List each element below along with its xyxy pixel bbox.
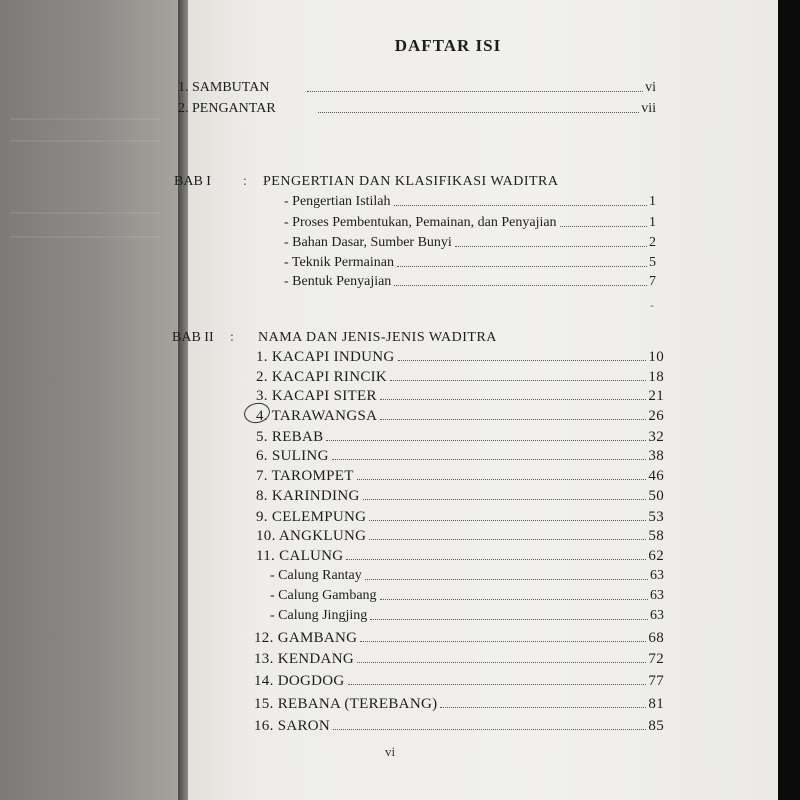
toc-entry (256, 349, 664, 365)
leader-dots (365, 579, 648, 580)
toc-entry-label: - Proses Pembentukan, Pemainan, dan Penyajian (284, 215, 557, 230)
toc-entry (284, 255, 656, 271)
toc-entry-page: 85 (648, 718, 664, 734)
toc-entry-label: - Bentuk Penyajian (284, 274, 392, 289)
toc-entry-page: 1 (649, 194, 656, 209)
toc-entry (256, 369, 664, 385)
toc-entry-page: 46 (648, 468, 664, 484)
toc-entry (256, 448, 664, 464)
toc-entry (256, 488, 664, 504)
leader-dots (369, 539, 646, 540)
toc-entry-page: 5 (649, 255, 656, 270)
show-through-line (10, 140, 160, 142)
toc-entry-label: 12. GAMBANG (254, 630, 358, 646)
toc-entry-label: 7. TAROMPET (256, 468, 354, 484)
toc-entry (256, 408, 664, 424)
toc-entry-sambutan (178, 80, 656, 96)
leader-dots (307, 91, 643, 92)
leader-dots (380, 419, 646, 420)
toc-entry-page: 53 (648, 509, 664, 525)
toc-entry-label: 15. REBANA (TEREBANG) (254, 696, 438, 712)
toc-entry-pengantar (178, 101, 656, 117)
leader-dots (397, 266, 647, 267)
toc-entry-page: 38 (648, 448, 664, 464)
toc-entry (284, 215, 656, 231)
toc-entry (254, 651, 664, 667)
toc-entry-page: 1 (649, 215, 656, 230)
toc-entry-label: 1. KACAPI INDUNG (256, 349, 395, 365)
toc-entry-label: 10. ANGKLUNG (256, 528, 367, 544)
toc-entry-page: 21 (648, 388, 664, 404)
toc-entry-label: - Bahan Dasar, Sumber Bunyi (284, 235, 452, 250)
leader-dots (394, 285, 647, 286)
leader-dots (363, 499, 647, 500)
toc-entry-page: 58 (648, 528, 664, 544)
leader-dots (370, 619, 648, 620)
toc-entry-page: 63 (650, 608, 664, 623)
show-through-line (10, 236, 160, 238)
toc-entry (284, 235, 656, 251)
leader-dots (380, 399, 647, 400)
toc-entry-label: - Calung Gambang (270, 588, 377, 603)
toc-entry-label: 2. KACAPI RINCIK (256, 369, 388, 385)
toc-entry-page: 62 (648, 548, 664, 564)
chapter-colon: : (243, 174, 247, 189)
stray-mark: - (650, 298, 654, 312)
toc-entry (256, 509, 664, 525)
toc-entry-label: 13. KENDANG (254, 651, 354, 667)
toc-entry (256, 388, 664, 404)
chapter-title: NAMA DAN JENIS-JENIS WADITRA (258, 330, 497, 345)
toc-entry-label: 14. DOGDOG (254, 673, 345, 689)
leader-dots (455, 246, 647, 247)
toc-entry-page: 7 (649, 274, 656, 289)
toc-entry (284, 274, 656, 290)
leader-dots (398, 360, 647, 361)
chapter-label: BAB II (172, 330, 214, 345)
toc-entry-page: vi (645, 80, 656, 95)
leader-dots (346, 559, 646, 560)
toc-entry (256, 548, 664, 564)
leader-dots (560, 226, 647, 227)
toc-entry-label: 16. SARON (254, 718, 331, 734)
leader-dots (326, 440, 646, 441)
toc-entry-page: 63 (650, 568, 664, 583)
toc-entry-page: 72 (648, 651, 664, 667)
leader-dots (380, 599, 648, 600)
toc-entry-label: 5. REBAB (256, 429, 324, 445)
leader-dots (360, 641, 646, 642)
toc-entry (256, 528, 664, 544)
chapter-label: BAB I (174, 174, 211, 189)
leader-dots (348, 684, 647, 685)
toc-entry-label: 1. SAMBUTAN (178, 80, 270, 95)
toc-entry-label: - Pengertian Istilah (284, 194, 391, 209)
toc-entry (270, 568, 664, 584)
toc-entry-label: 11. CALUNG (256, 548, 344, 564)
leader-dots (440, 707, 646, 708)
toc-entry-label: - Calung Rantay (270, 568, 362, 583)
toc-entry-page: 50 (648, 488, 664, 504)
toc-entry (254, 673, 664, 689)
leader-dots (357, 662, 646, 663)
leader-dots (357, 479, 647, 480)
leader-dots (394, 205, 647, 206)
toc-entry-label: - Teknik Permainan (284, 255, 394, 270)
toc-entry-page: 68 (648, 630, 664, 646)
toc-entry-label: 9. CELEMPUNG (256, 509, 367, 525)
chapter-title: PENGERTIAN DAN KLASIFIKASI WADITRA (263, 174, 559, 189)
leader-dots (390, 380, 646, 381)
previous-page (0, 0, 178, 800)
leader-dots (332, 459, 647, 460)
toc-entry-page: vii (641, 101, 656, 116)
toc-entry-page: 32 (648, 429, 664, 445)
toc-entry-label: - Calung Jingjing (270, 608, 368, 623)
show-through-line (10, 118, 160, 120)
chapter-colon: : (230, 330, 234, 345)
leader-dots (369, 520, 646, 521)
toc-entry (254, 718, 664, 734)
leader-dots (318, 112, 640, 113)
toc-entry-page: 10 (648, 349, 664, 365)
toc-entry (270, 608, 664, 624)
toc-entry-label: 8. KARINDING (256, 488, 360, 504)
toc-entry-label: 3. KACAPI SITER (256, 388, 377, 404)
toc-entry-label: 6. SULING (256, 448, 329, 464)
toc-entry-label: 2. PENGANTAR (178, 101, 276, 116)
toc-entry-page: 2 (649, 235, 656, 250)
toc-entry (254, 630, 664, 646)
page-title: DAFTAR ISI (394, 36, 502, 55)
toc-entry-page: 81 (648, 696, 664, 712)
toc-entry (256, 429, 664, 445)
toc-entry (254, 696, 664, 712)
toc-entry (270, 588, 664, 604)
page-number: vi (385, 744, 396, 759)
contents-page (172, 0, 778, 800)
toc-entry-label: 4. TARAWANGSA (256, 408, 378, 424)
toc-entry-page: 77 (648, 673, 664, 689)
toc-entry (284, 194, 656, 210)
leader-dots (333, 729, 646, 730)
toc-entry-page: 63 (650, 588, 664, 603)
toc-entry-page: 26 (648, 408, 664, 424)
toc-entry-page: 18 (648, 369, 664, 385)
show-through-line (10, 212, 160, 214)
toc-entry (256, 468, 664, 484)
